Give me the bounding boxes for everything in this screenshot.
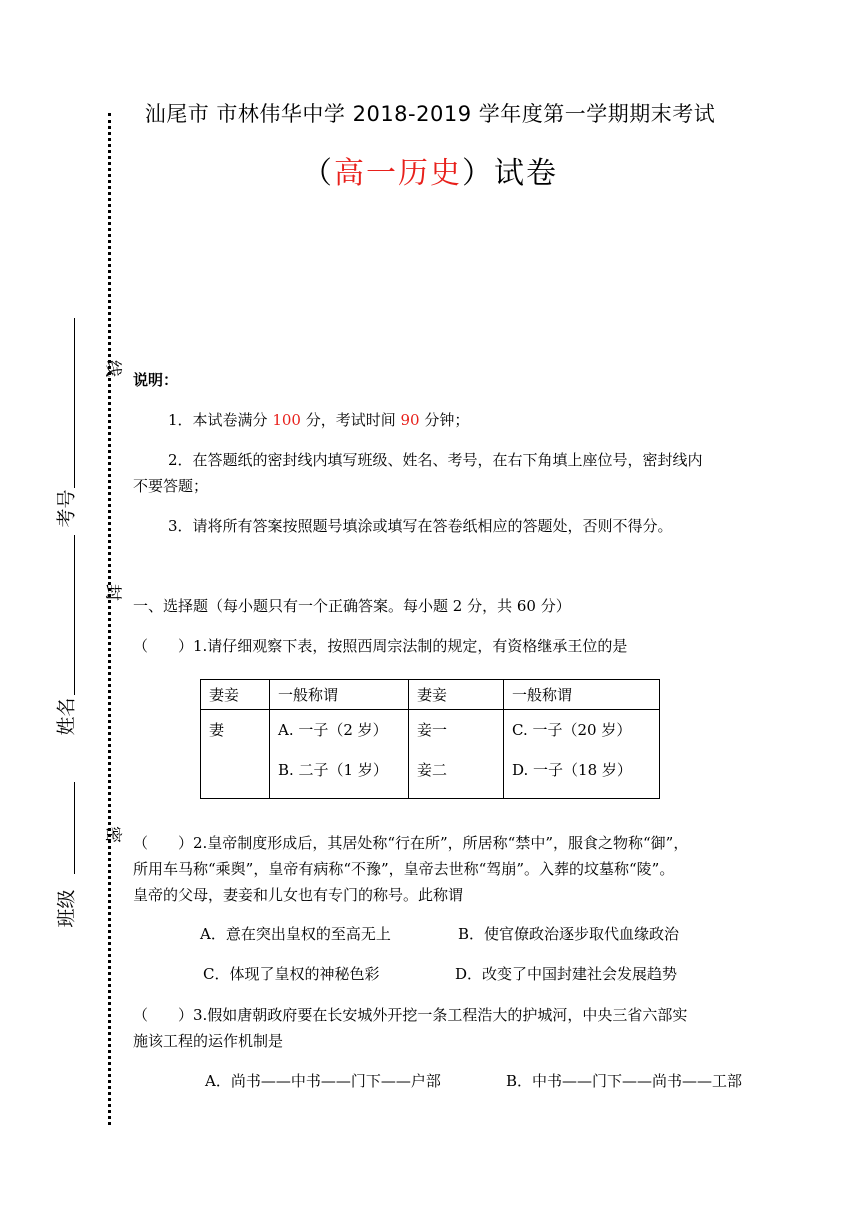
table-header-cell: 妻妾 [409,680,504,710]
instruction-1-mid: 分，考试时间 [300,411,401,429]
question-2-line3: 皇帝的父母，妻妾和儿女也有专门的称号。此称谓 [133,886,464,904]
table-cell [409,710,504,799]
question-1-stem: （ ）1.请仔细观察下表，按照西周宗法制的规定，有资格继承王位的是 [133,637,628,655]
instruction-1-text: 1．本试卷满分 [168,411,273,429]
exam-subject: 高一历史 [334,156,462,191]
table-cell [201,710,270,799]
table-cell [504,710,660,799]
seal-mark-line: 线 [102,360,123,377]
table-header-cell: 妻妾 [201,680,270,710]
question-2-line1: （ ）2.皇帝制度形成后，其居处称“行在所”，所居称“禁中”，服食之物称“御”， [133,834,689,852]
question-3-line1: （ ）3.假如唐朝政府要在长安城外开挖一条工程浩大的护城河，中央三省六部实 [133,1006,688,1024]
question-3-line2: 施该工程的运作机制是 [133,1032,284,1050]
table-header-cell: 一般称谓 [270,680,409,710]
seal-mark-secret: 密 [102,826,123,843]
title-close-suffix: ）试卷 [462,156,558,191]
table-header-row [201,680,660,710]
concubine-2-label: 妾二 [417,761,448,779]
table-row [201,710,660,799]
question-2-option-c: C．体现了皇权的神秘色彩 [203,965,380,983]
title-open-paren: （ [302,156,334,191]
question-2-option-b: B．使官僚政治逐步取代血缘政治 [458,925,680,943]
exam-title-line1: 汕尾市 市林伟华中学 2018-2019 学年度第一学期期末考试 [144,102,716,126]
exam-number-underline [74,318,75,488]
exam-duration: 90 [400,411,420,429]
total-score: 100 [272,411,301,429]
question-2-option-a: A．意在突出皇权的至高无上 [200,925,391,943]
class-label: 班级 [55,889,78,928]
seal-mark-seal: 封 [102,584,123,601]
option-d-cell: D. 一子（18 岁） [512,761,632,779]
exam-title-line2 [0,148,860,192]
option-b-cell: B. 二子（1 岁） [278,761,388,779]
instruction-1 [168,406,469,435]
seal-dotted-line [108,113,111,1125]
option-c-cell: C. 一子（20 岁） [512,721,632,739]
wife-label: 妻 [209,721,225,739]
question-1-table [200,679,660,799]
instruction-2-line1: 2．在答题纸的密封线内填写班级、姓名、考号，在右下角填上座位号，密封线内 [168,451,703,469]
instruction-1-end: 分钟； [419,411,470,429]
concubine-1-label: 妾一 [417,721,448,739]
question-3-option-b: B．中书——门下——尚书——工部 [506,1072,743,1090]
instructions-heading: 说明： [133,371,179,389]
option-a-cell: A. 一子（2 岁） [278,721,388,739]
name-underline [74,535,75,695]
table-cell [270,710,409,799]
instruction-2-line2: 不要答题； [133,477,209,495]
question-2-option-d: D．改变了中国封建社会发展趋势 [455,965,678,983]
question-2-line2: 所用车马称“乘舆”，皇帝有病称“不豫”，皇帝去世称“驾崩”。入葬的坟墓称“陵”。 [133,860,675,878]
name-label: 姓名 [55,697,78,736]
instruction-3: 3．请将所有答案按照题号填涂或填写在答卷纸相应的答题处，否则不得分。 [168,517,673,535]
section-1-heading: 一、选择题（每小题只有一个正确答案。每小题 2 分，共 60 分） [133,597,571,615]
exam-number-label: 考号 [55,489,78,528]
table-header-cell: 一般称谓 [504,680,660,710]
class-underline [74,782,75,874]
question-3-option-a: A．尚书——中书——门下——户部 [205,1072,441,1090]
